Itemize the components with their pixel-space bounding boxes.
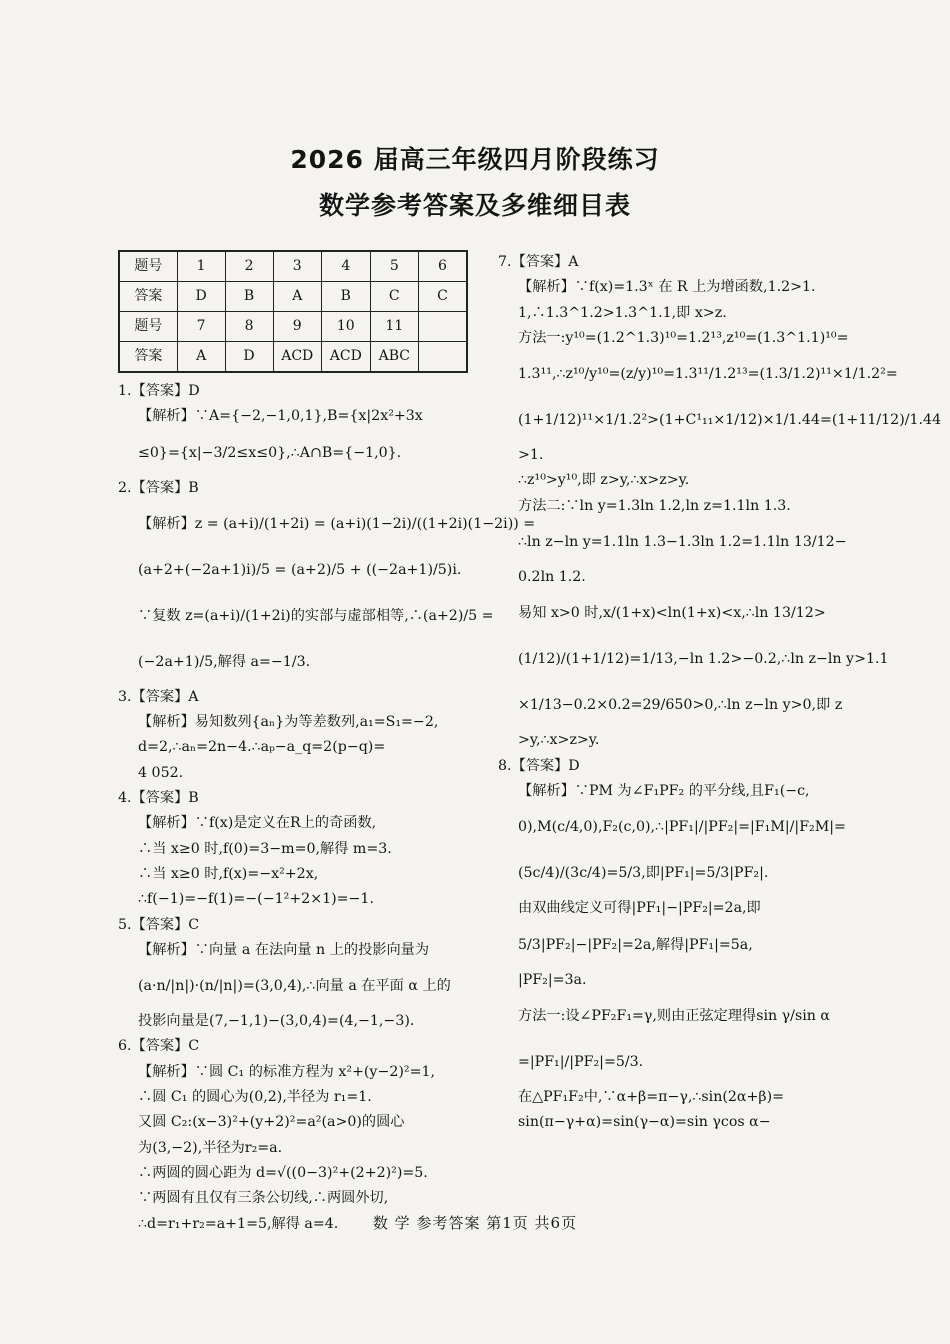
solution-line: 【解析】z = (a+i)/(1+2i) = (a+i)(1−2i)/((1+2i)(1−2i)) = <box>138 515 536 532</box>
table-cell: C <box>419 282 467 312</box>
table-cell: 8 <box>225 312 273 342</box>
table-cell: 题号 <box>119 251 177 282</box>
page-footer: 数 学 参考答案 第1页 共6页 <box>372 1214 578 1232</box>
solution-line: ∴圆 C₁ 的圆心为(0,2),半径为 r₁=1. <box>138 1089 372 1106</box>
table-cell: ABC <box>370 342 419 373</box>
table-cell: 2 <box>225 251 273 282</box>
solution-line: (5c/4)/(3c/4)=5/3,即|PF₁|=5/3|PF₂|. <box>518 865 769 882</box>
solution-line: 【解析】∵f(x)=1.3ˣ 在 R 上为增函数,1.2>1. <box>518 279 816 296</box>
solution-line: (−2a+1)/5,解得 a=−1/3. <box>138 653 311 670</box>
solution-line: ∴ln z−ln y=1.1ln 1.3−1.3ln 1.2=1.1ln 13/12− <box>518 534 847 551</box>
solution-line: 又圆 C₂:(x−3)²+(y+2)²=a²(a>0)的圆心 <box>138 1114 405 1131</box>
table-cell <box>419 312 467 342</box>
solution-line: 【解析】∵A={−2,−1,0,1},B={x|2x²+3x <box>138 408 423 425</box>
table-row <box>119 282 467 312</box>
table-cell: 4 <box>322 251 371 282</box>
table-cell: A <box>273 282 322 312</box>
right-column <box>498 250 942 1135</box>
solution-line: ∴f(−1)=−f(1)=−(−1²+2×1)=−1. <box>138 891 374 908</box>
table-cell: A <box>177 342 225 373</box>
solution-line: 1.3¹¹,∴z¹⁰/y¹⁰=(z/y)¹⁰=1.3¹¹/1.2¹³=(1.3/1.2)¹¹×1/1.2²= <box>518 366 898 383</box>
solution-line: ∴两圆的圆心距为 d=√((0−3)²+(2+2)²)=5. <box>138 1164 428 1181</box>
table-cell: 3 <box>273 251 322 282</box>
table-cell: B <box>322 282 371 312</box>
solution-line: (a+2+(−2a+1)i)/5 = (a+2)/5 + ((−2a+1)/5)i. <box>138 561 462 578</box>
table-cell: 答案 <box>119 342 177 373</box>
solution-line: ∵两圆有且仅有三条公切线,∴两圆外切, <box>138 1190 389 1207</box>
solution-line: 1,∴1.3^1.2>1.3^1.1,即 x>z. <box>518 304 727 321</box>
solution-line: 易知 x>0 时,x/(1+x)<ln(1+x)<x,∴ln 13/12> <box>518 605 826 622</box>
solution-line: 6.【答案】C <box>118 1038 200 1055</box>
table-cell: 5 <box>370 251 419 282</box>
solution-line: ≤0}={x|−3/2≤x≤0},∴A∩B={−1,0}. <box>138 444 402 461</box>
solution-line: ×1/13−0.2×0.2=29/650>0,∴ln z−ln y>0,即 z <box>518 697 843 714</box>
table-row <box>119 312 467 342</box>
solution-line: 【解析】∵PM 为∠F₁PF₂ 的平分线,且F₁(−c, <box>518 782 810 799</box>
solution-line: 3.【答案】A <box>118 688 199 705</box>
solution-line: =|PF₁|/|PF₂|=5/3. <box>518 1053 644 1070</box>
solution-line: 在△PF₁F₂中,∵α+β=π−γ,∴sin(2α+β)= <box>518 1088 784 1105</box>
right-solutions <box>498 250 942 1135</box>
solution-line: ∴当 x≥0 时,f(0)=3−m=0,解得 m=3. <box>138 840 392 857</box>
solution-line: 1.【答案】D <box>118 383 200 399</box>
table-row <box>119 342 467 373</box>
solution-line: d=2,∴aₙ=2n−4.∴aₚ−a_q=2(p−q)= <box>138 739 386 756</box>
solution-line: ∴d=r₁+r₂=a+1=5,解得 a=4. <box>138 1215 339 1232</box>
solution-line: 【解析】∵圆 C₁ 的标准方程为 x²+(y−2)²=1, <box>138 1063 436 1080</box>
answer-table <box>118 250 468 373</box>
table-cell: 10 <box>322 312 371 342</box>
solution-line: >y,∴x>z>y. <box>518 732 600 749</box>
table-cell: ACD <box>322 342 371 373</box>
solution-line: 【解析】∵f(x)是定义在R上的奇函数, <box>138 815 377 832</box>
solution-line: 7.【答案】A <box>498 254 579 270</box>
table-cell: 11 <box>370 312 419 342</box>
table-cell: 1 <box>177 251 225 282</box>
solution-line: ∴当 x≥0 时,f(x)=−x²+2x, <box>138 865 319 882</box>
table-row <box>119 251 467 282</box>
table-cell: 9 <box>273 312 322 342</box>
page-title: 2026 届高三年级四月阶段练习 <box>290 145 660 174</box>
solution-line: 投影向量是(7,−1,1)−(3,0,4)=(4,−1,−3). <box>138 1013 415 1030</box>
table-cell: ACD <box>273 342 322 373</box>
solution-line: 2.【答案】B <box>118 479 199 496</box>
solution-line: ∴z¹⁰>y¹⁰,即 z>y,∴x>z>y. <box>518 472 690 489</box>
table-cell: D <box>177 282 225 312</box>
solution-line: (a·n/|n|)·(n/|n|)=(3,0,4),∴向量 a 在平面 α 上的 <box>138 978 451 995</box>
table-cell: 答案 <box>119 282 177 312</box>
solution-line: 方法一:设∠PF₂F₁=γ,则由正弦定理得sin γ/sin α <box>518 1007 830 1024</box>
solution-line: 【解析】∵向量 a 在法向量 n 上的投影向量为 <box>138 941 430 958</box>
solution-line: 【解析】易知数列{aₙ}为等差数列,a₁=S₁=−2, <box>138 714 439 731</box>
page-subtitle: 数学参考答案及多维细目表 <box>318 191 631 220</box>
solution-line: 为(3,−2),半径为r₂=a. <box>138 1139 283 1156</box>
table-cell: D <box>225 342 273 373</box>
solution-line: 5/3|PF₂|−|PF₂|=2a,解得|PF₁|=5a, <box>518 936 753 953</box>
solution-line: 4 052. <box>138 764 184 781</box>
solution-line: 方法一:y¹⁰=(1.2^1.3)¹⁰=1.2¹³,z¹⁰=(1.3^1.1)¹⁰= <box>518 329 849 346</box>
solution-line: 0),M(c/4,0),F₂(c,0),∴|PF₁|/|PF₂|=|F₁M|/|F₂M|= <box>518 819 846 836</box>
solution-line: 由双曲线定义可得|PF₁|−|PF₂|=2a,即 <box>518 900 761 917</box>
table-cell: 题号 <box>119 312 177 342</box>
solution-line: ∵复数 z=(a+i)/(1+2i)的实部与虚部相等,∴(a+2)/5 = <box>138 607 494 624</box>
solution-line: 4.【答案】B <box>118 790 199 807</box>
solution-line: >1. <box>518 447 544 464</box>
solution-line: 8.【答案】D <box>498 757 580 774</box>
table-cell: B <box>225 282 273 312</box>
solution-line: 0.2ln 1.2. <box>518 569 586 586</box>
table-cell: 7 <box>177 312 225 342</box>
table-cell: C <box>370 282 419 312</box>
solution-line: 方法二:∵ln y=1.3ln 1.2,ln z=1.1ln 1.3. <box>518 497 791 514</box>
solution-line: 5.【答案】C <box>118 916 200 933</box>
table-cell: 6 <box>419 251 467 282</box>
solution-line: (1+1/12)¹¹×1/1.2²>(1+C¹₁₁×1/12)×1/1.44=(1+11/12)/1.44 <box>518 412 942 429</box>
solution-line: sin(π−γ+α)=sin(γ−α)=sin γcos α− <box>518 1114 771 1131</box>
table-cell <box>419 342 467 373</box>
solution-line: (1/12)/(1+1/12)=1/13,−ln 1.2>−0.2,∴ln z−ln y>1.1 <box>518 651 889 668</box>
solution-line: |PF₂|=3a. <box>518 971 587 988</box>
